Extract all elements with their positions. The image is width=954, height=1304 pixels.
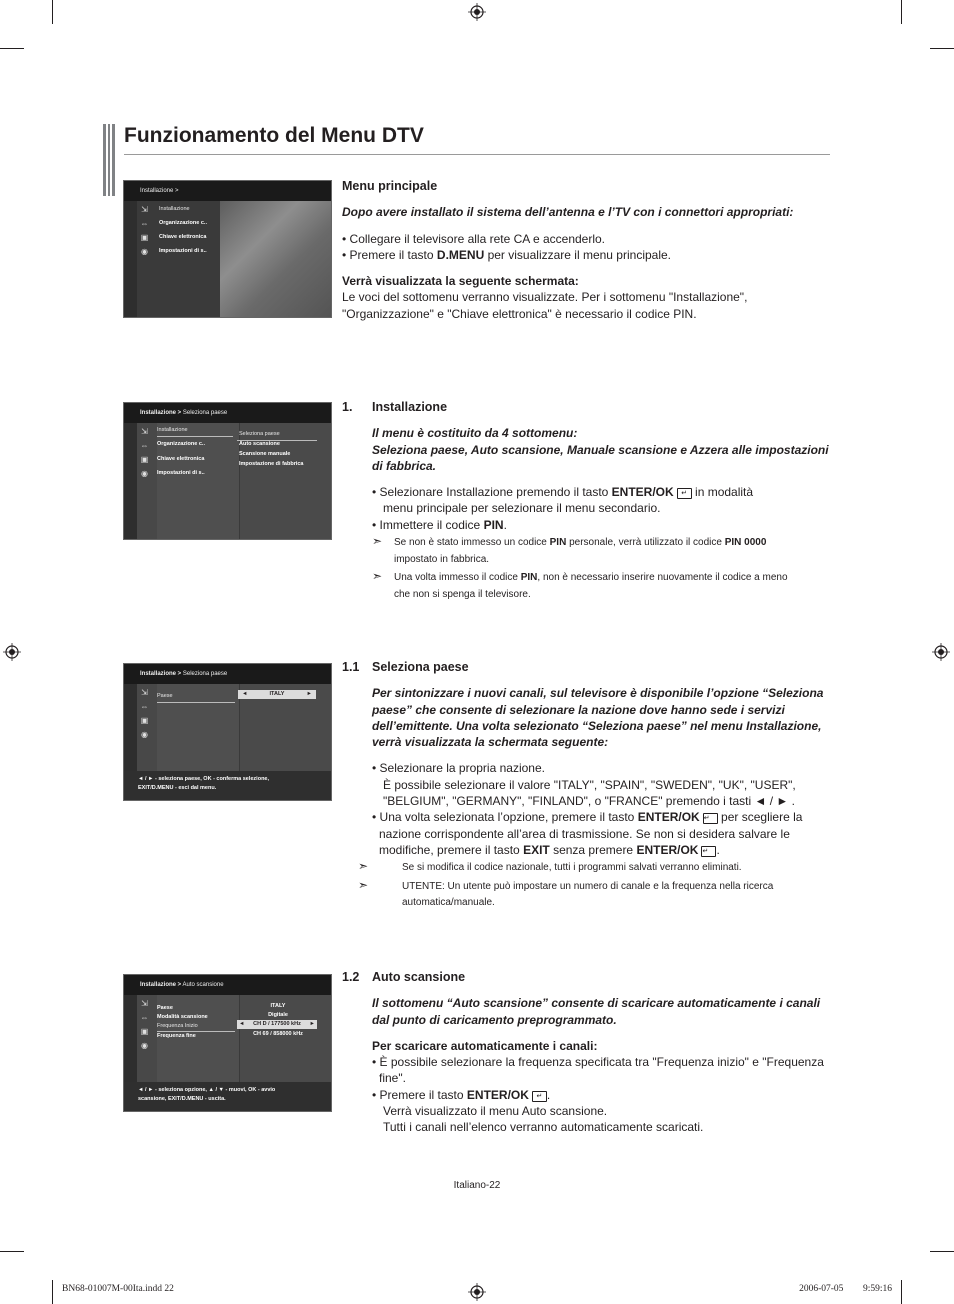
antenna-icon: ⇲	[141, 427, 148, 436]
tv-screen-auto-scansione	[123, 974, 332, 1112]
crop-mark	[0, 1251, 24, 1252]
settings-icon: ◉	[141, 1041, 148, 1050]
bullet-text: Verrà visualizzato il menu Auto scansione.	[383, 1104, 608, 1119]
enter-icon: ↵	[532, 1091, 547, 1102]
registration-mark-icon	[932, 643, 950, 661]
channel-icon: ⇔	[140, 219, 149, 228]
antenna-icon: ⇲	[141, 688, 148, 697]
section-auto-scansione	[342, 969, 832, 1136]
settings-icon: ◉	[141, 730, 148, 739]
lock-icon: ▣	[140, 233, 149, 242]
bullet-text: • È possibile selezionare la frequenza specificata tra "Frequenza inizio" e "Frequenza fine".	[372, 1055, 824, 1086]
antenna-icon: ⇲	[141, 205, 148, 214]
bullet-text: • Immettere il codice PIN.	[372, 517, 507, 532]
note-text: ➣ UTENTE: Un utente può impostare un numero di canale e la frequenza nella ricerca automatica/manuale.	[358, 877, 774, 909]
channel-icon: ⇔	[140, 441, 149, 450]
page-number: Italiano-22	[453, 1180, 501, 1191]
registration-mark-icon	[3, 643, 21, 661]
settings-icon: ◉	[141, 247, 148, 256]
crop-mark	[0, 48, 24, 49]
tv-submenu-item: Impostazione di fabbrica	[239, 461, 304, 467]
section-intro: Seleziona paese, Auto scansione, Manuale scansione e Azzera alle impostazioni di fabbrica.	[372, 442, 829, 473]
tv-header: Installazione > Auto scansione	[124, 975, 331, 995]
crop-mark	[52, 1280, 53, 1304]
bullet-text: Tutti i canali nell’elenco verranno automaticamente scaricati.	[383, 1120, 704, 1135]
body-text: Le voci del sottomenu verranno visualizzate. Per i sottomenu "Installazione", "Organizzazione" e "Chiave elettronica" è necessario il codice PIN.	[342, 290, 748, 321]
note-text: impostato in fabbrica.	[394, 553, 490, 565]
tv-screen-seleziona-paese	[123, 663, 332, 801]
enter-icon: ↵	[677, 488, 692, 499]
settings-icon: ◉	[141, 469, 148, 478]
lock-icon: ▣	[140, 1027, 149, 1036]
tv-header: Installazione >	[124, 181, 331, 201]
bullet-text: È possibile selezionare il valore "ITALY", "SPAIN", "SWEDEN", "UK", "USER", "BELGIUM", "GERMANY", "FINLAND", o "FRANCE" premendo i tasti ◄ / ► .	[383, 777, 796, 809]
tv-value: CH 69 / 858000 kHz	[253, 1031, 303, 1037]
tv-submenu-item: Scansione manuale	[239, 451, 291, 457]
country-selector: ◄ ITALY ►	[238, 690, 316, 699]
tv-menu-item: Chiave elettronica	[159, 234, 207, 240]
bullet-text: • Selezionare Installazione premendo il tasto ENTER/OK ↵ in modalità	[372, 485, 754, 500]
tv-header: Installazione > Seleziona paese	[124, 403, 331, 423]
title-accent-bars	[103, 124, 115, 196]
bullet-text: menu principale per selezionare il menu secondario.	[383, 501, 661, 516]
note-text: ➣ Se non è stato immesso un codice PIN personale, verrà utilizzato il codice PIN 0000	[372, 534, 767, 549]
tv-submenu-item: Seleziona paese	[239, 431, 280, 437]
section-installazione	[342, 399, 832, 603]
section-seleziona-paese	[342, 659, 832, 912]
tv-screen-main-menu	[123, 180, 332, 318]
note-text: che non si spenga il televisore.	[394, 588, 531, 600]
section-heading: 1.2 Auto scansione	[342, 970, 466, 984]
lock-icon: ▣	[140, 455, 149, 464]
tv-screen-installazione	[123, 402, 332, 540]
note-arrow-icon: ➣	[358, 877, 369, 892]
bullet-text: • Premere il tasto D.MENU per visualizzare il menu principale.	[342, 247, 671, 262]
channel-icon: ⇔	[140, 702, 149, 711]
section-heading: 1. Installazione	[342, 400, 448, 414]
tv-menu-item: Organizzazione c..	[157, 441, 205, 447]
bullet-text: • Una volta selezionata l’opzione, premere il tasto ENTER/OK ↵ per scegliere la nazione corrispondente all’area di trasmissione. Se non si desidera salvare le modifiche, premere il tasto EXIT senza premere ENTER/OK ↵ .	[372, 810, 803, 857]
tv-value: ITALY	[270, 1003, 286, 1009]
section-intro: Il sottomenu “Auto scansione” consente di scaricare automaticamente i canali dal punto di caricamento preprogrammato.	[372, 996, 821, 1027]
tv-menu-item: Frequenza Inizio	[157, 1023, 198, 1029]
enter-icon: ↵	[703, 813, 718, 824]
section-intro: Il menu è costituito da 4 sottomenu:	[372, 426, 578, 441]
section-intro: Per sintonizzare i nuovi canali, sul televisore è disponibile l’opzione “Seleziona paese” che consente di selezionare la nazione dove hanno sede i servizi dell’emittente. Una volta selezionato “Seleziona paese” nel menu Installazione, verrà visualizzata la schermata seguente:	[372, 686, 824, 750]
tv-submenu-item: Auto scansione	[239, 441, 280, 447]
tv-menu-item: Organizzazione c..	[159, 220, 207, 226]
registration-mark-icon	[468, 1283, 486, 1301]
tv-menu-item: Chiave elettronica	[157, 456, 205, 462]
body-label: Per scaricare automaticamente i canali:	[372, 1038, 598, 1053]
note-text: ➣ Una volta immesso il codice PIN, non è necessario inserire nuovamente il codice a meno	[372, 569, 788, 584]
crop-mark	[901, 1280, 902, 1304]
crop-mark	[930, 1251, 954, 1252]
tv-menu-item: Impostazioni di s..	[157, 470, 205, 476]
section-menu-principale	[342, 178, 832, 322]
tv-menu-item: Paese	[157, 1005, 173, 1011]
tv-header: Installazione > Seleziona paese	[124, 664, 331, 684]
note-arrow-icon: ➣	[372, 569, 383, 584]
note-arrow-icon: ➣	[358, 859, 369, 874]
section-heading: Menu principale	[342, 179, 438, 193]
frequency-selector: ◄ CH D / 177500 kHz ►	[237, 1020, 317, 1029]
note-arrow-icon: ➣	[372, 534, 383, 549]
tv-menu-item: Frequenza fine	[157, 1033, 196, 1039]
print-file-info: BN68-01007M-00Ita.indd 22	[62, 1284, 174, 1294]
enter-icon: ↵	[701, 846, 716, 857]
note-text: ➣ Se si modifica il codice nazionale, tutti i programmi salvati verranno eliminati.	[358, 859, 742, 874]
section-intro: Dopo avere installato il sistema dell’antenna e l’TV con i connettori appropriati:	[342, 205, 794, 220]
screen-label: Verrà visualizzata la seguente schermata:	[342, 274, 579, 289]
tv-menu-item: Installazione	[157, 427, 188, 433]
bullet-text: • Selezionare la propria nazione.	[372, 761, 545, 776]
antenna-icon: ⇲	[141, 999, 148, 1008]
crop-mark	[930, 48, 954, 49]
print-timestamp: 2006-07-05 ￿￿ 9:59:16	[799, 1284, 892, 1294]
tv-menu-item: Installazione	[159, 206, 190, 212]
tv-help-bar: ◄ / ► - seleziona paese, OK - conferma selezione, EXIT/D.MENU - esci dal menu.	[124, 771, 331, 800]
tv-menu-item: Impostazioni di s..	[159, 248, 207, 254]
section-heading: 1.1 Seleziona paese	[342, 660, 469, 674]
channel-icon: ⇔	[140, 1013, 149, 1022]
crop-mark	[901, 0, 902, 24]
tv-help-bar: ◄ / ► - seleziona opzione, ▲ / ▼ - muovi, OK - avvio scansione, EXIT/D.MENU - uscita.	[124, 1082, 331, 1111]
lock-icon: ▣	[140, 716, 149, 725]
tv-value: Digitale	[268, 1012, 288, 1018]
title-divider	[124, 154, 830, 155]
crop-mark	[52, 0, 53, 24]
tv-menu-item: Modalità scansione	[157, 1014, 208, 1020]
bullet-text: • Collegare il televisore alla rete CA e accenderlo.	[342, 231, 606, 246]
registration-mark-icon	[468, 3, 486, 21]
tv-menu-item: Paese	[157, 693, 173, 699]
page-title: Funzionamento del Menu DTV	[124, 124, 424, 147]
bullet-text: • Premere il tasto ENTER/OK ↵ .	[372, 1087, 551, 1102]
